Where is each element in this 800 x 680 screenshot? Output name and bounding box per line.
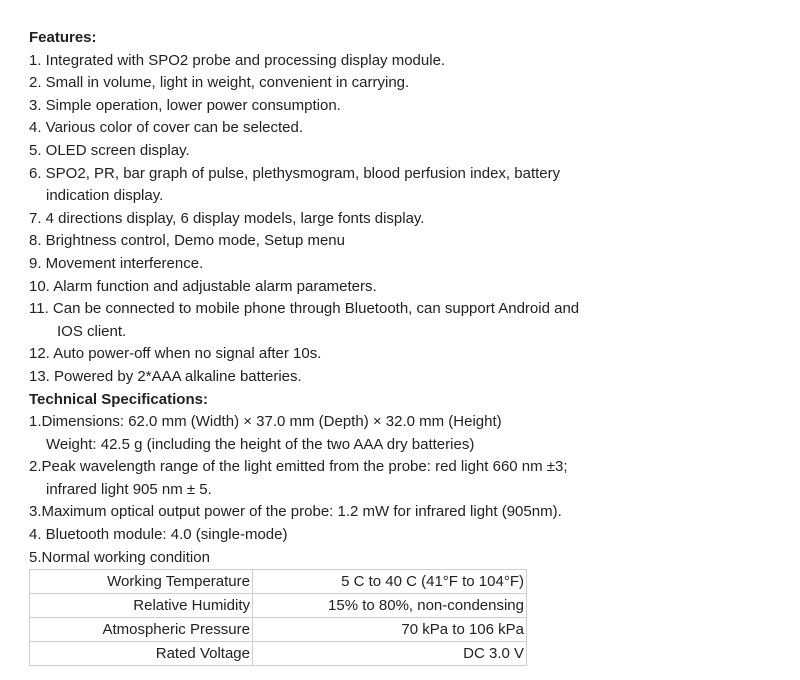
table-cell-label: Working Temperature: [30, 570, 253, 594]
list-item: 11. Can be connected to mobile phone through Bluetooth, can support Android and: [29, 300, 580, 318]
list-item: 1.Dimensions: 62.0 mm (Width) × 37.0 mm (Depth) × 32.0 mm (Height): [29, 413, 502, 431]
table-row: [30, 570, 527, 594]
table-cell-label: Rated Voltage: [30, 642, 253, 666]
list-item: 1. Integrated with SPO2 probe and processing display module.: [29, 51, 446, 69]
list-item: 10. Alarm function and adjustable alarm parameters.: [29, 277, 377, 295]
document: [29, 27, 769, 666]
list-item: 4. Various color of cover can be selected.: [29, 119, 304, 137]
table-cell-value: 15% to 80%, non-condensing: [253, 594, 527, 618]
list-item-continuation: IOS client.: [57, 322, 127, 340]
table-cell-value: 70 kPa to 106 kPa: [253, 618, 527, 642]
list-item: 9. Movement interference.: [29, 254, 204, 272]
list-item-continuation: infrared light 905 nm ± 5.: [46, 480, 212, 498]
table-cell-label: Atmospheric Pressure: [30, 618, 253, 642]
table-row: [30, 594, 527, 618]
table-row: [30, 618, 527, 642]
list-item: 5. OLED screen display.: [29, 141, 190, 159]
list-item-continuation: indication display.: [46, 187, 164, 205]
list-item: 8. Brightness control, Demo mode, Setup menu: [29, 232, 345, 250]
list-item: 12. Auto power-off when no signal after 10s.: [29, 345, 322, 363]
list-item: 6. SPO2, PR, bar graph of pulse, plethysmogram, blood perfusion index, battery: [29, 164, 561, 182]
list-item: 3.Maximum optical output power of the probe: 1.2 mW for infrared light (905nm).: [29, 503, 562, 521]
list-item: 7. 4 directions display, 6 display models, large fonts display.: [29, 209, 425, 227]
list-item: 3. Simple operation, lower power consumption.: [29, 96, 341, 114]
working-condition-table: [29, 569, 527, 666]
table-cell-value: 5 C to 40 C (41°F to 104°F): [253, 570, 527, 594]
list-item: 4. Bluetooth module: 4.0 (single-mode): [29, 526, 288, 544]
table-row: [30, 642, 527, 666]
table-cell-value: DC 3.0 V: [253, 642, 527, 666]
list-item: 2.Peak wavelength range of the light emitted from the probe: red light 660 nm ±3;: [29, 458, 568, 476]
list-item: 2. Small in volume, light in weight, convenient in carrying.: [29, 74, 410, 92]
features-list: [29, 50, 769, 389]
specs-heading: Technical Specifications:: [29, 390, 208, 408]
features-heading: Features:: [29, 29, 97, 46]
list-item: 5.Normal working condition: [29, 548, 210, 566]
specs-list: [29, 411, 769, 569]
list-item: 13. Powered by 2*AAA alkaline batteries.: [29, 367, 302, 385]
table-cell-label: Relative Humidity: [30, 594, 253, 618]
list-item-continuation: Weight: 42.5 g (including the height of the two AAA dry batteries): [46, 435, 475, 453]
